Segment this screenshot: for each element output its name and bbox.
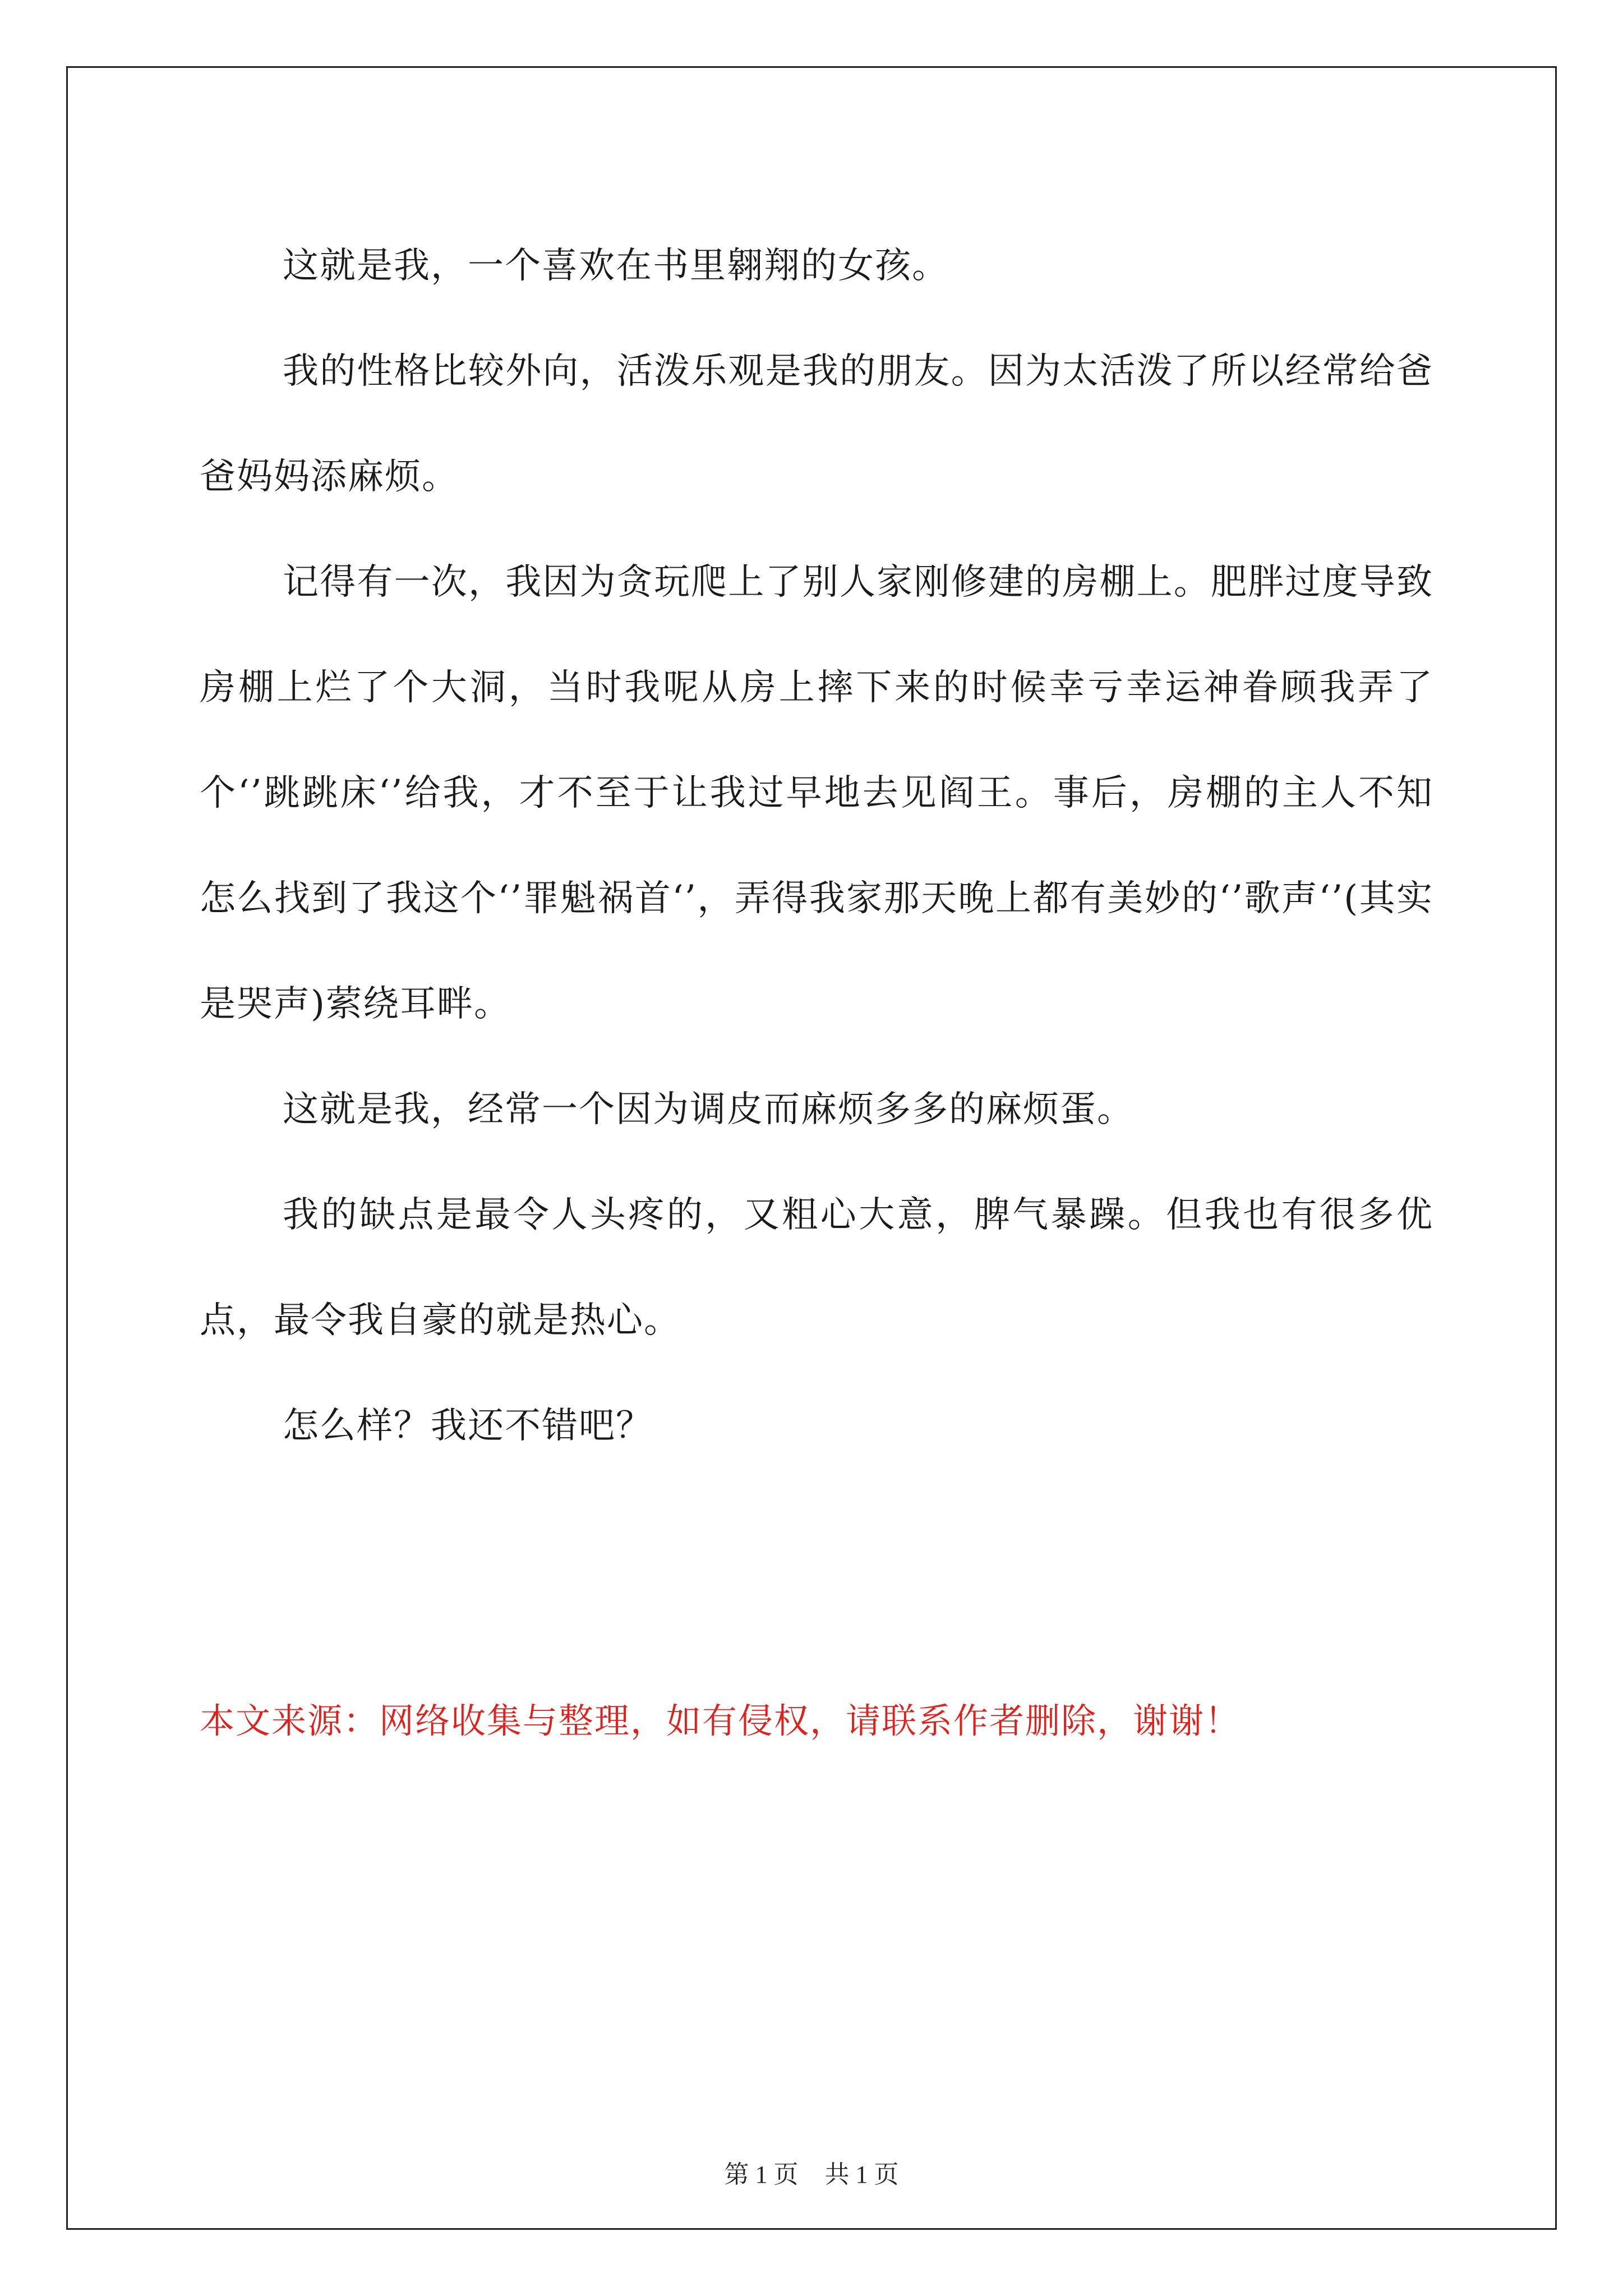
paragraph: 我的缺点是最令人头疼的，又粗心大意，脾气暴躁。但我也有很多优点，最令我自豪的就是热心。 <box>200 1194 1433 1341</box>
paragraph: 记得有一次，我因为贪玩爬上了别人家刚修建的房棚上。肥胖过度导致房棚上烂了个大洞，当时我呢从房上摔下来的时候幸亏幸运神眷顾我弄了个‘’跳跳床‘’给我，才不至于让我过早地去见阎王。事后，房棚的主人不知怎么找到了我这个‘’罪魁祸首‘’，弄得我家那天晚上都有美妙的‘’歌声‘’(其实是哭声)萦绕耳畔。 <box>200 562 1433 1025</box>
page-number-total: 共 1 页 <box>824 2161 899 2188</box>
page-number-current: 第 1 页 <box>724 2161 799 2188</box>
source-note: 本文来源：网络收集与整理，如有侵权，请联系作者删除，谢谢！ <box>200 1700 1241 1741</box>
page-footer <box>0 2154 1623 2190</box>
paragraph: 怎么样？我还不错吧？ <box>283 1405 653 1447</box>
paragraph: 这就是我，一个喜欢在书里翱翔的女孩。 <box>283 245 949 287</box>
paragraph: 这就是我，经常一个因为调皮而麻烦多多的麻烦蛋。 <box>283 1089 1134 1130</box>
document-body <box>200 213 1433 1479</box>
paragraph: 我的性格比较外向，活泼乐观是我的朋友。因为太活泼了所以经常给爸爸妈妈添麻烦。 <box>200 351 1433 498</box>
